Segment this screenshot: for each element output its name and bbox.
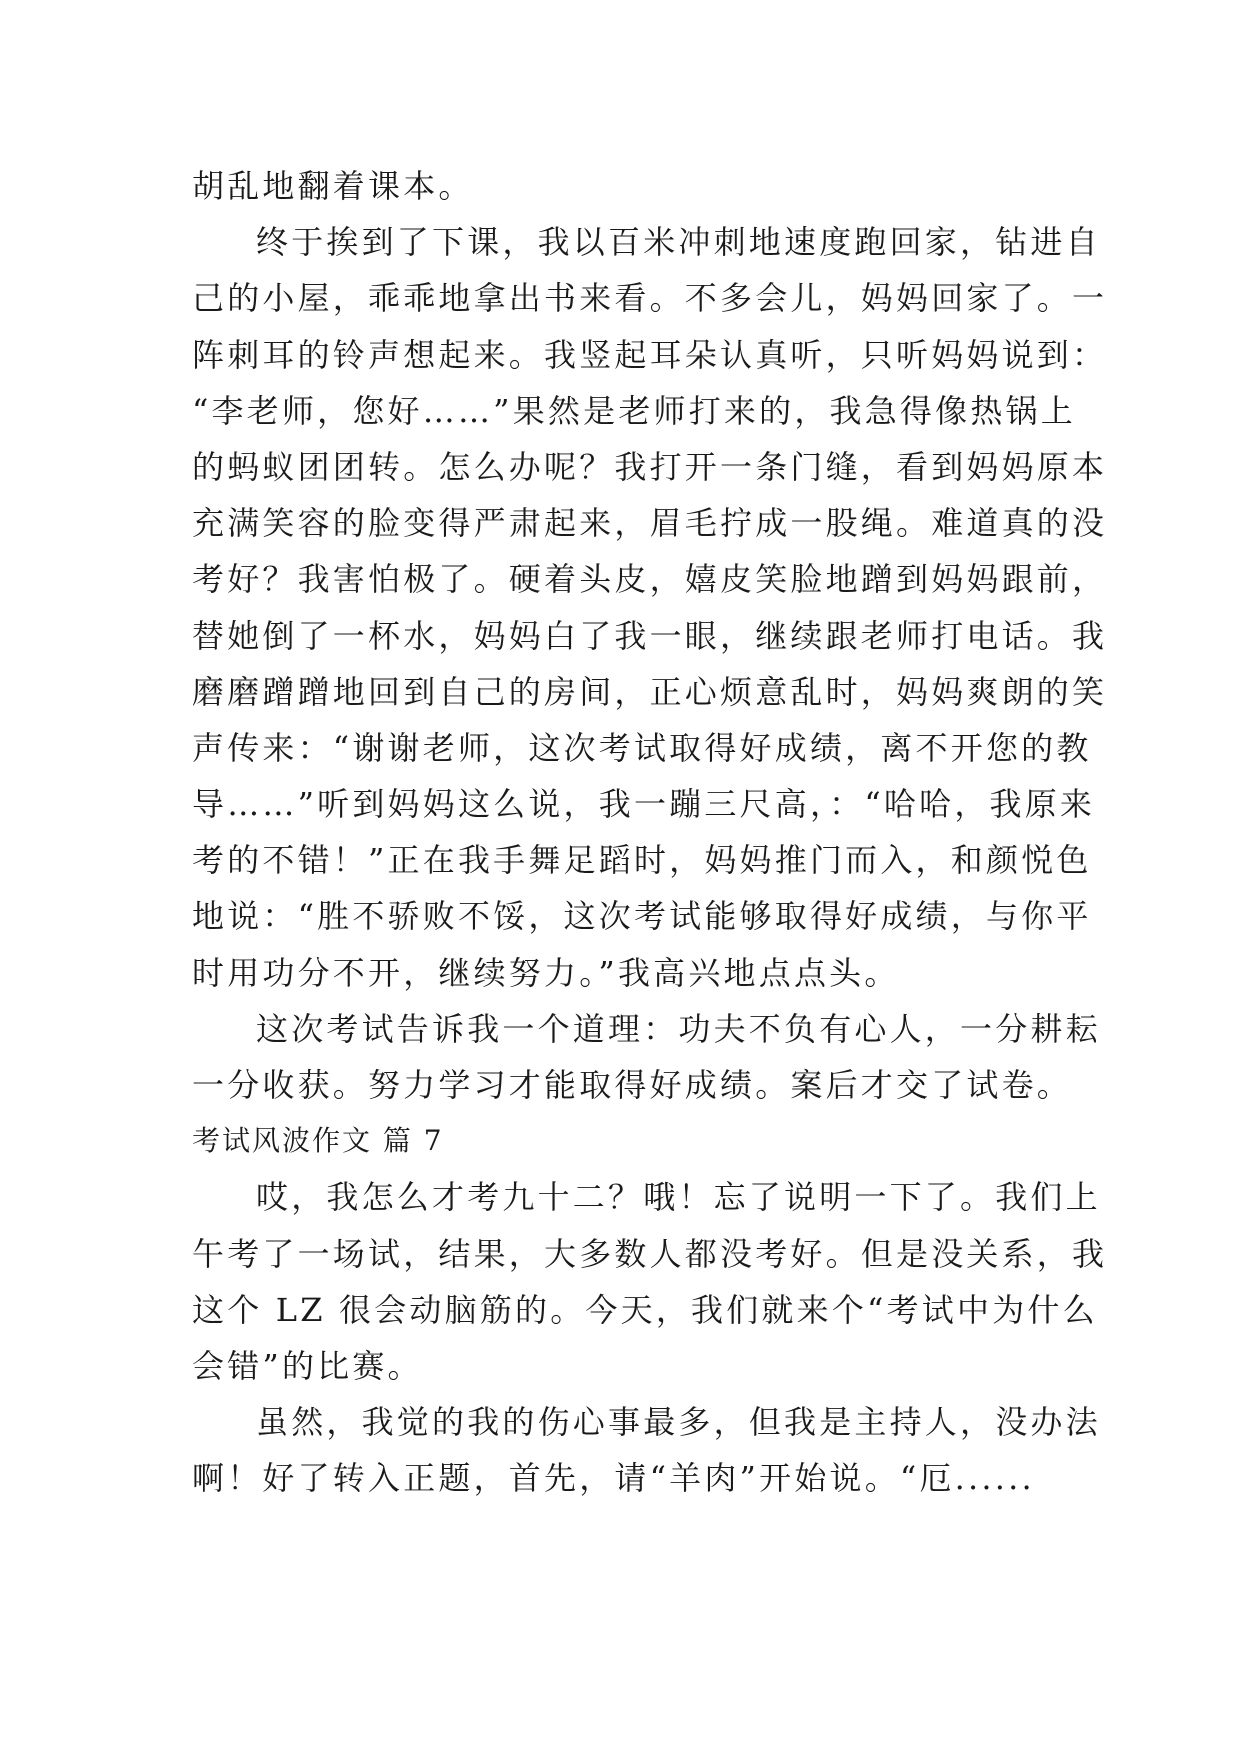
text-line: 的蚂蚁团团转。怎么办呢？我打开一条门缝，看到妈妈原本 (192, 447, 1108, 486)
text-line: 午考了一场试，结果，大多数人都没考好。但是没关系，我 (192, 1234, 1108, 1273)
text-line: 替她倒了一杯水，妈妈白了我一眼，继续跟老师打电话。我 (192, 616, 1108, 655)
text-line: 考好？我害怕极了。硬着头皮，嬉皮笑脸地蹭到妈妈跟前， (192, 560, 1108, 599)
text-line: 磨磨蹭蹭地回到自己的房间，正心烦意乱时，妈妈爽朗的笑 (192, 672, 1108, 711)
document-body (192, 158, 1108, 1507)
text-line: 会错”的比赛。 (192, 1346, 423, 1385)
text-line: 充满笑容的脸变得严肃起来，眉毛拧成一股绳。难道真的没 (192, 504, 1108, 543)
text-line: 这次考试告诉我一个道理：功夫不负有心人，一分耕耘 (256, 1009, 1101, 1048)
text-line: 胡乱地翻着课本。 (192, 167, 474, 205)
text-line: 声传来：“谢谢老师，这次考试取得好成绩，离不开您的教 (192, 728, 1092, 767)
text-line: 终于挨到了下课，我以百米冲刺地速度跑回家，钻进自 (256, 223, 1101, 262)
text-line: 阵刺耳的铃声想起来。我竖起耳朵认真听，只听妈妈说到： (192, 335, 1108, 374)
text-line: 啊！好了转入正题，首先，请“羊肉”开始说。“厄...... (192, 1459, 1035, 1498)
text-line: 一分收获。努力学习才能取得好成绩。案后才交了试卷。 (192, 1066, 1073, 1104)
text-line: 地说：“胜不骄败不馁，这次考试能够取得好成绩，与你平 (192, 897, 1092, 936)
text-line: 这个 LZ 很会动脑筋的。今天，我们就来个“考试中为什么 (192, 1290, 1098, 1329)
text-line: 虽然，我觉的我的伤心事最多，但我是主持人，没办法 (256, 1403, 1101, 1442)
text-line: 时用功分不开，继续努力。”我高兴地点点头。 (192, 953, 900, 992)
section-heading: 考试风波作文 篇 7 (192, 1124, 444, 1158)
text-line: 哎，我怎么才考九十二？哦！忘了说明一下了。我们上 (256, 1178, 1101, 1217)
text-line: 导……”听到妈妈这么说，我一蹦三尺高，：“哈哈，我原来 (192, 785, 1096, 824)
text-line: “李老师，您好……”果然是老师打来的，我急得像热锅上 (192, 391, 1076, 430)
text-line: 考的不错！”正在我手舞足蹈时，妈妈推门而入，和颜悦色 (192, 841, 1092, 880)
text-line: 己的小屋，乖乖地拿出书来看。不多会儿，妈妈回家了。一 (192, 279, 1108, 318)
